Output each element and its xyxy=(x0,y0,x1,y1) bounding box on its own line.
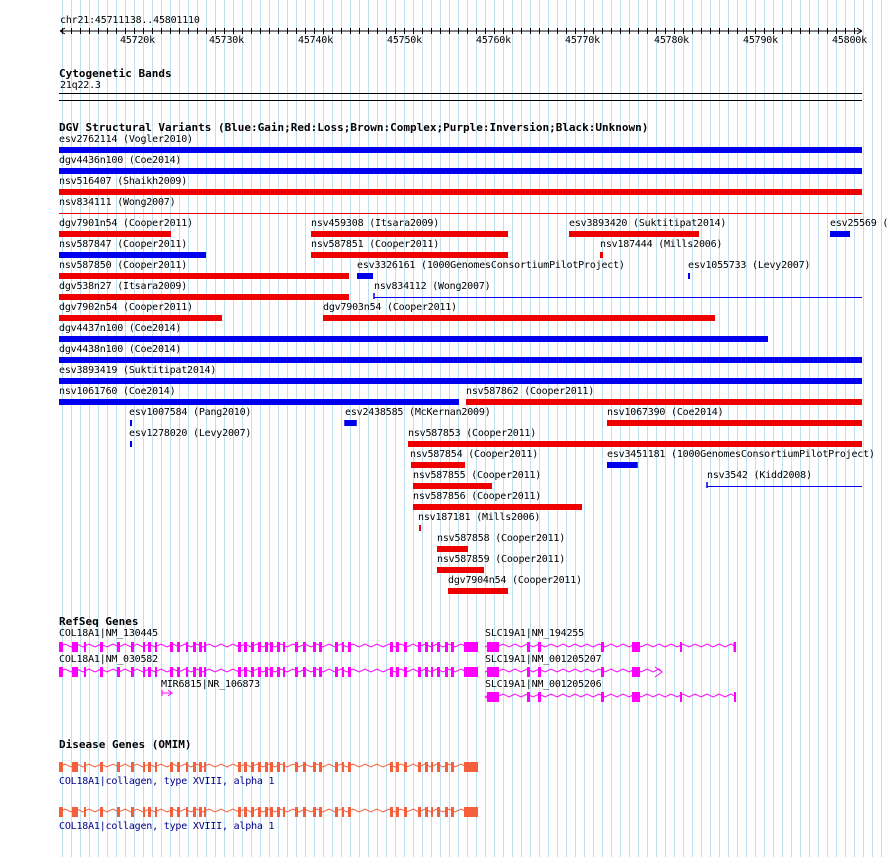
dgv-variant-bar[interactable] xyxy=(569,231,699,237)
dgv-variant-label: nsv587853 (Cooper2011) xyxy=(408,428,537,439)
ruler-tick-label: 45750k xyxy=(387,35,422,46)
dgv-variant-label: dgv7904n54 (Cooper2011) xyxy=(448,575,582,586)
ruler-tick-label: 45780k xyxy=(654,35,689,46)
dgv-variant-bar[interactable] xyxy=(311,231,508,237)
dgv-variant-label: nsv587851 (Cooper2011) xyxy=(311,239,440,250)
dgv-variant-bar[interactable] xyxy=(357,273,373,279)
dgv-variant-bar[interactable] xyxy=(830,231,850,237)
dgv-variant-bar[interactable] xyxy=(59,147,862,153)
dgv-variant-bar[interactable] xyxy=(411,462,465,468)
ruler-tick-label: 45760k xyxy=(476,35,511,46)
dgv-variant-label: nsv587856 (Cooper2011) xyxy=(413,491,542,502)
dgv-variant-label: nsv834111 (Wong2007) xyxy=(59,197,176,208)
dgv-variant-bar[interactable] xyxy=(59,213,862,214)
dgv-variant-bar[interactable] xyxy=(59,168,862,174)
ruler-tick-label: 45730k xyxy=(209,35,244,46)
dgv-variant-bar[interactable] xyxy=(130,441,132,447)
dgv-variant-label: esv3893419 (Suktitipat2014) xyxy=(59,365,217,376)
dgv-variant-label: nsv587854 (Cooper2011) xyxy=(410,449,539,460)
ruler-tick-label: 45790k xyxy=(743,35,778,46)
dgv-variant-bar[interactable] xyxy=(59,315,222,321)
dgv-variant-label: nsv3542 (Kidd2008) xyxy=(707,470,812,481)
dgv-variant-label: esv2762114 (Vogler2010) xyxy=(59,134,193,145)
cytoband-track-title: Cytogenetic Bands xyxy=(59,67,172,80)
ruler-tick-label: 45800k xyxy=(832,35,867,46)
dgv-variant-label: dgv538n27 (Itsara2009) xyxy=(59,281,188,292)
dgv-variant-bar[interactable] xyxy=(437,567,484,573)
refseq-gene-label[interactable]: SLC19A1|NM_194255 xyxy=(485,628,584,639)
dgv-variant-label: dgv4436n100 (Coe2014) xyxy=(59,155,182,166)
omim-gene-label[interactable]: COL18A1|collagen, type XVIII, alpha 1 xyxy=(59,821,275,832)
dgv-variant-label: esv1055733 (Levy2007) xyxy=(688,260,811,271)
dgv-variant-bar[interactable] xyxy=(600,252,603,258)
dgv-variant-label: nsv834112 (Wong2007) xyxy=(374,281,491,292)
dgv-variant-label: nsv587855 (Cooper2011) xyxy=(413,470,542,481)
dgv-variant-label: esv3326161 (1000GenomesConsortiumPilotProject) xyxy=(357,260,625,271)
dgv-variant-bar[interactable] xyxy=(688,273,690,279)
dgv-variant-bar[interactable] xyxy=(413,483,492,489)
refseq-track-title: RefSeq Genes xyxy=(59,615,139,628)
refseq-gene-label[interactable]: COL18A1|NM_030582 xyxy=(59,654,158,665)
dgv-variant-bar[interactable] xyxy=(345,420,356,426)
omim-track-title: Disease Genes (OMIM) xyxy=(59,738,192,751)
ruler-position: chr21:45711138..45801110 xyxy=(60,15,200,26)
cytoband-label: 21q22.3 xyxy=(60,80,101,91)
dgv-variant-label: dgv4438n100 (Coe2014) xyxy=(59,344,182,355)
dgv-variant-bar[interactable] xyxy=(59,231,171,237)
dgv-variant-label: nsv187444 (Mills2006) xyxy=(600,239,723,250)
dgv-variant-label: nsv516407 (Shaikh2009) xyxy=(59,176,188,187)
dgv-variant-label: nsv587847 (Cooper2011) xyxy=(59,239,188,250)
cytoband-bar-bottom xyxy=(59,100,862,101)
dgv-variant-label: nsv587859 (Cooper2011) xyxy=(437,554,566,565)
dgv-variant-label: dgv7901n54 (Cooper2011) xyxy=(59,218,193,229)
dgv-variant-label: esv1007584 (Pang2010) xyxy=(129,407,252,418)
ruler-tick-label: 45720k xyxy=(120,35,155,46)
dgv-variant-bar[interactable] xyxy=(59,399,459,405)
dgv-variant-bar[interactable] xyxy=(448,588,508,594)
dgv-variant-bar[interactable] xyxy=(59,336,768,342)
dgv-variant-label: esv1278020 (Levy2007) xyxy=(129,428,252,439)
ruler-tick-label: 45770k xyxy=(565,35,600,46)
dgv-variant-bar[interactable] xyxy=(59,294,349,300)
dgv-variant-bar[interactable] xyxy=(607,420,862,426)
dgv-variant-label: nsv587862 (Cooper2011) xyxy=(466,386,595,397)
dgv-variant-bar[interactable] xyxy=(59,273,349,279)
dgv-variant-label: nsv1061760 (Coe2014) xyxy=(59,386,176,397)
dgv-track-title: DGV Structural Variants (Blue:Gain;Red:Loss;Brown:Complex;Purple:Inversion;Black:Unknown) xyxy=(59,121,649,134)
refseq-gene-label[interactable]: COL18A1|NM_130445 xyxy=(59,628,158,639)
refseq-gene-label[interactable]: SLC19A1|NM_001205206 xyxy=(485,679,602,690)
dgv-variant-bar[interactable] xyxy=(59,357,862,363)
dgv-variant-bar[interactable] xyxy=(437,546,468,552)
dgv-variant-bar[interactable] xyxy=(59,378,862,384)
dgv-variant-label: nsv187181 (Mills2006) xyxy=(418,512,541,523)
dgv-variant-bar[interactable] xyxy=(466,399,862,405)
cytoband-bar xyxy=(59,93,862,94)
refseq-gene-label[interactable]: SLC19A1|NM_001205207 xyxy=(485,654,602,665)
dgv-variant-label: nsv587858 (Cooper2011) xyxy=(437,533,566,544)
dgv-variant-label: nsv587850 (Cooper2011) xyxy=(59,260,188,271)
dgv-variant-bar[interactable] xyxy=(59,252,206,258)
dgv-variant-label: dgv4437n100 (Coe2014) xyxy=(59,323,182,334)
dgv-variant-bar[interactable] xyxy=(607,462,637,468)
omim-gene-label[interactable]: COL18A1|collagen, type XVIII, alpha 1 xyxy=(59,776,275,787)
dgv-variant-label: nsv459308 (Itsara2009) xyxy=(311,218,440,229)
refseq-gene-label[interactable]: MIR6815|NR_106873 xyxy=(161,679,260,690)
dgv-variant-bar[interactable] xyxy=(413,504,582,510)
dgv-variant-bar[interactable] xyxy=(419,525,421,531)
dgv-variant-label: esv3451181 (1000GenomesConsortiumPilotProject) xyxy=(607,449,875,460)
dgv-variant-label: dgv7902n54 (Cooper2011) xyxy=(59,302,193,313)
dgv-variant-bar[interactable] xyxy=(374,297,862,298)
dgv-variant-bar[interactable] xyxy=(59,189,862,195)
dgv-variant-bar[interactable] xyxy=(323,315,715,321)
dgv-variant-label: dgv7903n54 (Cooper2011) xyxy=(323,302,457,313)
dgv-variant-label: esv2438585 (McKernan2009) xyxy=(345,407,491,418)
dgv-variant-label: esv25569 ( xyxy=(830,218,889,229)
dgv-variant-bar[interactable] xyxy=(130,420,132,426)
dgv-variant-bar[interactable] xyxy=(408,441,862,447)
dgv-variant-bar[interactable] xyxy=(311,252,508,258)
dgv-variant-label: esv3893420 (Suktitipat2014) xyxy=(569,218,727,229)
ruler-tick-label: 45740k xyxy=(298,35,333,46)
dgv-variant-bar[interactable] xyxy=(707,486,862,487)
dgv-variant-label: nsv1067390 (Coe2014) xyxy=(607,407,724,418)
